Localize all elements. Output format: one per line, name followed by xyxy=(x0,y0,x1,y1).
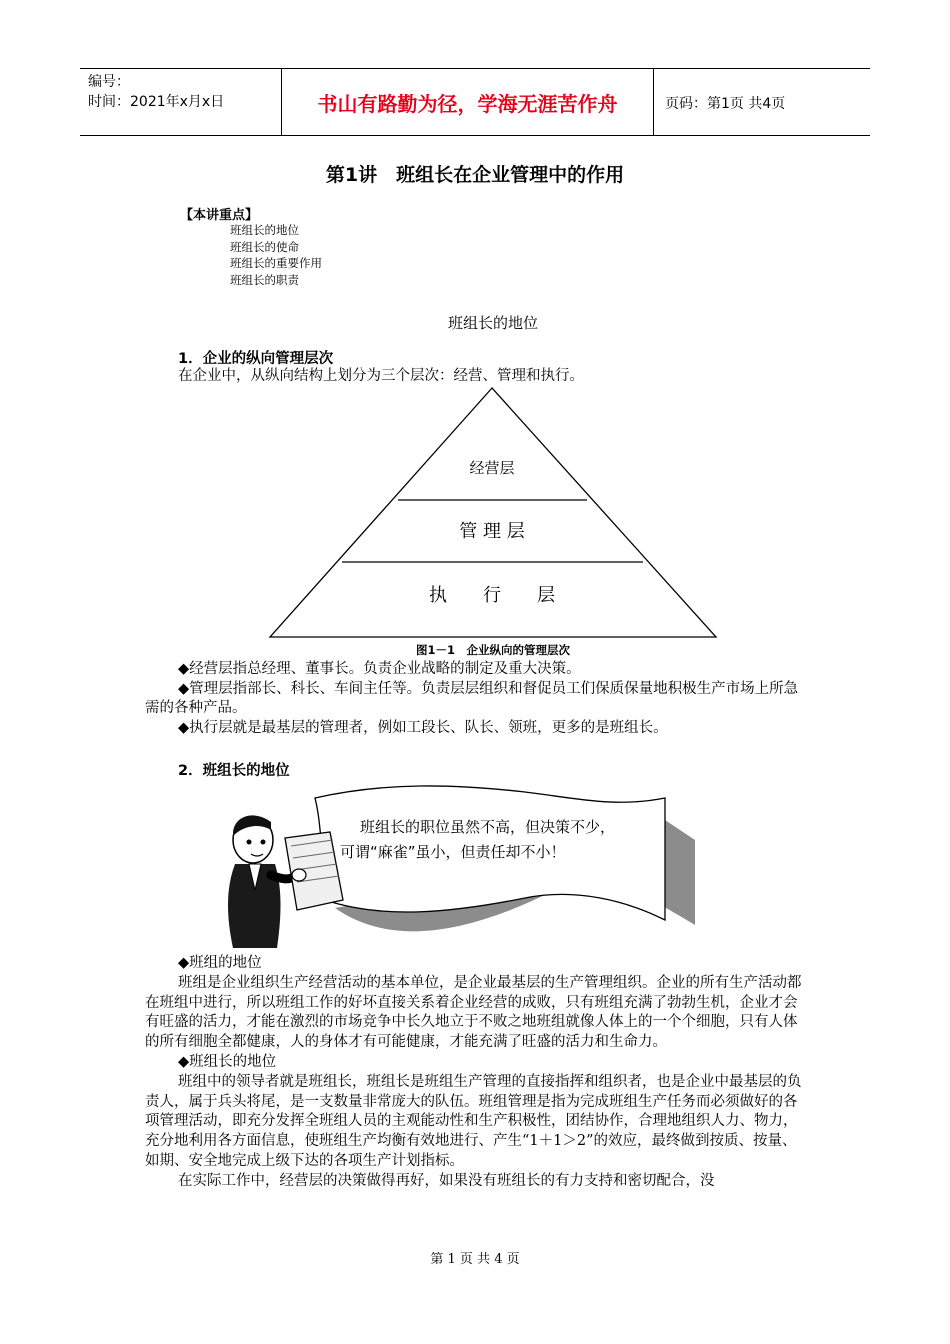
figure-caption: 图1－1 企业纵向的管理层次 xyxy=(415,643,570,657)
serial-label: 编号： xyxy=(88,74,130,90)
pyramid-top-label: 经营层 xyxy=(469,459,515,477)
key-point-item: 班组长的重要作用 xyxy=(230,256,322,270)
page-header xyxy=(80,68,870,136)
pyramid-bottom-label: 执 行 层 xyxy=(429,585,555,606)
sub-heading-leader: ◆班组长的地位 xyxy=(178,1053,277,1070)
paragraph-team-status: 班组是企业组织生产经营活动的基本单位，是企业最基层的生产管理组织。企业的所有生产活动都在班组中进行，所以班组工作的好坏直接关系着企业经营的成败，只有班组充满了勃勃生机，企业才会有旺盛的活力，才能在激烈的市场竞争中长久地立于不败之地班组就像人体上的一个个细胞，只有人体的所有细胞全都健康，人的身体才有可能健康，才能充满了旺盛的活力和生命力。 xyxy=(145,974,802,1051)
key-point-item: 班组长的职责 xyxy=(230,272,299,287)
layer-descriptions xyxy=(145,660,805,738)
page-footer: 第 1 页 共 4 页 xyxy=(430,1252,520,1267)
key-points-list xyxy=(230,222,322,288)
bullet-item: ◆管理层指部长、科长、车间主任等。负责层层组织和督促员工们保质保量地积极生产市场上所急需的各种产品。 xyxy=(145,680,799,716)
paragraph-leader-status: 班组中的领导者就是班组长，班组长是班组生产管理的直接指挥和组织者，也是企业中最基层的负责人，属于兵头将尾，是一支数量非常庞大的队伍。班组管理是指为完成班组生产任务而必须做好的各项管理活动，即充分发挥全班组人员的主观能动性和生产积极性，团结协作，合理地组织人力、物力，充分地利用各方面信息，使班组生产均衡有效地进行、产生“1＋1＞2”的效应，最终做到按质、按量、如期、安全地完成上级下达的各项生产计划指标。 xyxy=(145,1073,802,1169)
page-title: 第1讲 班组长在企业管理中的作用 xyxy=(325,164,625,186)
section-1-intro: 在企业中，从纵向结构上划分为三个层次：经营、管理和执行。 xyxy=(178,368,584,384)
header-motto: 书山有路勤为径，学海无涯苦作舟 xyxy=(281,69,654,136)
header-page-label: 页码：第1页 共4页 xyxy=(665,95,786,112)
speech-line-2: 可谓“麻雀”虽小，但责任却不小！ xyxy=(340,843,566,861)
key-point-item: 班组长的地位 xyxy=(230,223,299,237)
sub-heading-team: ◆班组的地位 xyxy=(178,955,262,971)
key-points-heading: 【本讲重点】 xyxy=(180,208,259,223)
body-text xyxy=(145,954,807,1192)
section-2-heading: 2．班组长的地位 xyxy=(178,763,290,779)
speech-line-1: 班组长的职位虽然不高，但决策不少， xyxy=(360,818,616,836)
paragraph-practice: 在实际工作中，经营层的决策做得再好，如果没有班组长的有力支持和密切配合，没 xyxy=(178,1172,715,1189)
pyramid-diagram xyxy=(262,385,722,641)
section-title: 班组长的地位 xyxy=(447,314,538,332)
manager-figure xyxy=(228,815,343,948)
key-point-item: 班组长的使命 xyxy=(230,239,299,254)
cartoon-illustration xyxy=(225,780,725,955)
section-1-heading: 1．企业的纵向管理层次 xyxy=(178,351,334,367)
header-meta-cell xyxy=(80,69,281,136)
pyramid-middle-label: 管 理 层 xyxy=(459,521,525,542)
bullet-item: ◆执行层就是最基层的管理者，例如工段长、队长、领班，更多的是班组长。 xyxy=(178,719,668,736)
bullet-item: ◆经营层指总经理、董事长。负责企业战略的制定及重大决策。 xyxy=(178,661,581,677)
time-label: 时间：2021年x月x日 xyxy=(88,94,225,110)
